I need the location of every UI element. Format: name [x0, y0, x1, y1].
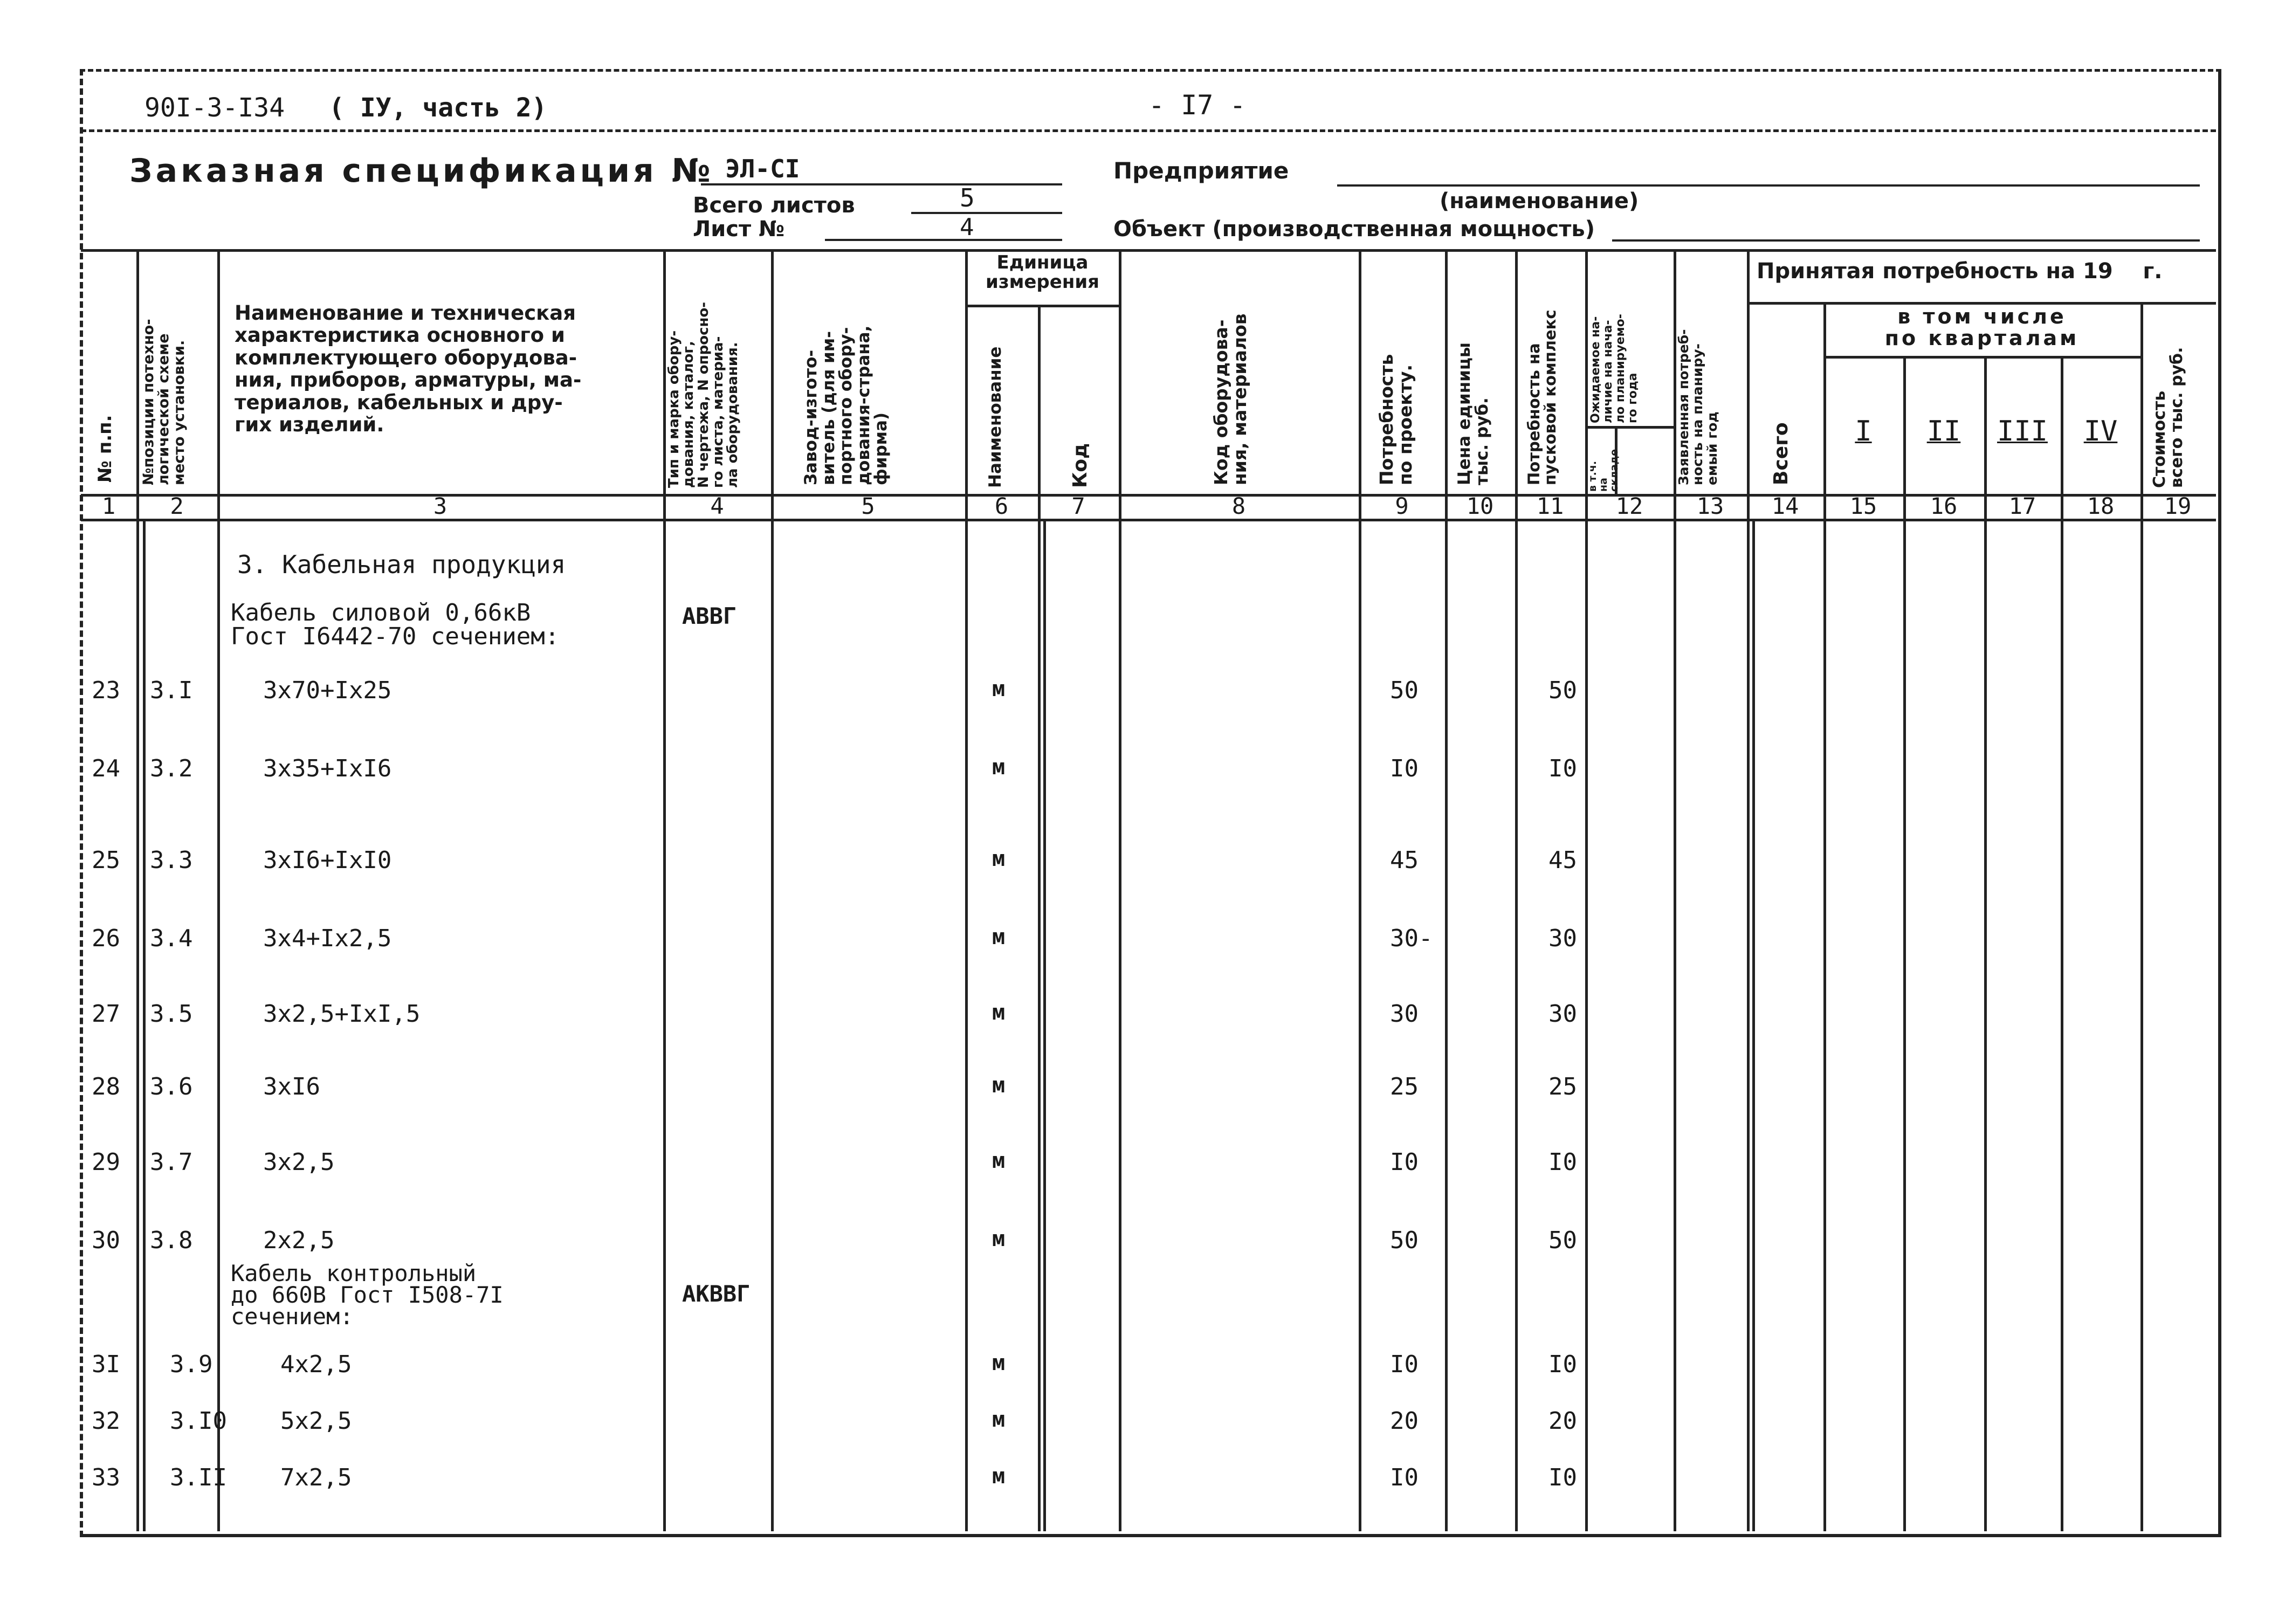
- row-position: 3.I0: [170, 1407, 227, 1435]
- column-number-4: 4: [710, 493, 724, 519]
- col-line-2: [217, 249, 220, 1531]
- col-header-15: I: [1855, 415, 1872, 448]
- col-header-5: Завод-изгото- витель (для им- портного обору- дования-страна, фирма): [801, 325, 891, 485]
- col-header-8: Код оборудова- ния, материалов: [1210, 313, 1250, 485]
- row-name: 3х70+Iх25: [263, 677, 392, 704]
- row-unit: м: [992, 847, 1006, 871]
- col-header-11: Потребность на пусковой комплекс: [1525, 309, 1560, 485]
- column-number-10: 10: [1466, 493, 1494, 519]
- row-name: 5х2,5: [280, 1407, 352, 1435]
- col-header-14: Всего: [1770, 422, 1792, 485]
- col-header-17: III: [1997, 415, 2048, 448]
- row-name: 2х2,5: [263, 1227, 335, 1254]
- row-need: I0: [1390, 1464, 1419, 1491]
- object-line: [1612, 239, 2200, 242]
- column-number-16: 16: [1930, 493, 1958, 519]
- spec-number-line: [701, 183, 1062, 185]
- row-unit: м: [992, 1000, 1006, 1025]
- quarters-group-line: [1823, 356, 2140, 359]
- row-need: I0: [1390, 1351, 1419, 1378]
- row-position: 3.2: [150, 755, 193, 782]
- row-number: 26: [92, 925, 120, 952]
- row-name: 3х2,5+IхI,5: [263, 1000, 421, 1028]
- column-number-7: 7: [1071, 493, 1085, 519]
- col-line-15: [1903, 356, 1906, 1531]
- object-label: Объект (производственная мощность): [1113, 217, 1595, 242]
- row-need: 30: [1390, 1000, 1419, 1028]
- col-header-3: Наименование и техническая характеристика основного и комплектующего оборудова- ния, приборов, арматуры, ма- териалов, кабельных и дру- гих изделий.: [235, 301, 582, 437]
- table-top-line: [81, 249, 2216, 252]
- row-number: 27: [92, 1000, 120, 1028]
- col-header-1: № п.п.: [94, 415, 116, 483]
- col-line-14: [1823, 302, 1826, 1531]
- enterprise-label: Предприятие: [1113, 157, 1289, 184]
- row-unit: м: [992, 677, 1006, 701]
- column-number-11: 11: [1536, 493, 1564, 519]
- c12-sub-line: [1585, 426, 1674, 429]
- section-title: 3. Кабельная продукция: [237, 550, 566, 579]
- row-unit: м: [992, 1351, 1006, 1375]
- power-cable-type: АВВГ: [682, 603, 737, 629]
- row-unit: м: [992, 925, 1006, 949]
- row-unit: м: [992, 1464, 1006, 1489]
- row-name: 3х35+IхI6: [263, 755, 392, 782]
- column-number-9: 9: [1395, 493, 1409, 519]
- row-name: 4х2,5: [280, 1351, 352, 1378]
- col-header-10: Цена единицы тыс. руб.: [1455, 342, 1492, 485]
- row-unit: м: [992, 1073, 1006, 1098]
- total-sheets-label: Всего листов: [693, 193, 855, 218]
- doc-part: ( IУ, часть 2): [329, 93, 547, 123]
- spec-number: ЭЛ-СI: [725, 154, 800, 183]
- row-launch: 30: [1548, 925, 1577, 952]
- col-header-7: Код: [1069, 443, 1091, 488]
- sheet-label: Лист №: [693, 217, 785, 242]
- column-number-19: 19: [2164, 493, 2192, 519]
- accepted-group-header: Принятая потребность на 19 г.: [1757, 259, 2163, 284]
- sheet-line: [825, 239, 1062, 241]
- control-cable-description: Кабель контрольный до 660В Гост I508-7I сечением:: [231, 1260, 504, 1330]
- control-cable-type: АКВВГ: [682, 1281, 751, 1307]
- quarters-group-header: в том числе по кварталам: [1884, 305, 2080, 350]
- row-name: 3х2,5: [263, 1148, 335, 1176]
- col-line-1: [136, 249, 139, 1531]
- col-header-4: Тип и марка обору- дования, каталог, N чертежа, N опросно- го листа, материа- ла оборудования.: [666, 301, 741, 488]
- col-header-12-sub: в т.ч. на складе: [1587, 449, 1620, 492]
- col-header-2: №позиции потехно- логической схеме место установки.: [140, 319, 188, 485]
- row-unit: м: [992, 1148, 1006, 1173]
- row-position: 3.7: [150, 1148, 193, 1176]
- col-line-6: [1038, 305, 1041, 1531]
- row-need: 25: [1390, 1073, 1419, 1100]
- col-line-1b: [143, 519, 146, 1531]
- col-header-16: II: [1926, 415, 1961, 448]
- row-launch: 50: [1548, 677, 1577, 704]
- sheet-number: 4: [960, 214, 974, 241]
- row-position: 3.3: [150, 847, 193, 874]
- col-header-18: IV: [2083, 415, 2118, 448]
- spec-title: Заказная спецификация №: [129, 152, 714, 190]
- header-divider: [81, 129, 2216, 132]
- row-launch: 30: [1548, 1000, 1577, 1028]
- column-number-12: 12: [1615, 493, 1643, 519]
- row-position: 3.5: [150, 1000, 193, 1028]
- row-need: 30-: [1390, 925, 1433, 952]
- row-number: 32: [92, 1407, 120, 1435]
- row-need: I0: [1390, 1148, 1419, 1176]
- row-need: I0: [1390, 755, 1419, 782]
- row-launch: 50: [1548, 1227, 1577, 1254]
- col-header-13: Заявленная потреб- ность на планиру- емый год: [1676, 329, 1720, 485]
- row-need: 50: [1390, 677, 1419, 704]
- row-name: 7х2,5: [280, 1464, 352, 1491]
- row-number: 29: [92, 1148, 120, 1176]
- total-sheets-line: [911, 212, 1062, 214]
- row-launch: 20: [1548, 1407, 1577, 1435]
- column-number-14: 14: [1771, 493, 1799, 519]
- row-name: 3х4+Iх2,5: [263, 925, 392, 952]
- row-launch: I0: [1548, 1464, 1577, 1491]
- col-line-9: [1445, 249, 1448, 1531]
- col-line-7: [1119, 249, 1121, 1531]
- row-number: 23: [92, 677, 120, 704]
- col-line-13b: [1752, 519, 1755, 1531]
- row-need: 20: [1390, 1407, 1419, 1435]
- column-number-15: 15: [1849, 493, 1877, 519]
- col-line-6b: [1043, 519, 1046, 1531]
- row-need: 45: [1390, 847, 1419, 874]
- column-number-6: 6: [994, 493, 1009, 519]
- column-number-5: 5: [861, 493, 875, 519]
- row-position: 3.4: [150, 925, 193, 952]
- col-line-16: [1984, 356, 1987, 1531]
- enterprise-caption: (наименование): [1440, 189, 1639, 214]
- column-number-3: 3: [433, 493, 448, 519]
- row-name: 3хI6+IхI0: [263, 847, 392, 874]
- col-header-12: Ожидаемое на- личие на нача- ло планируемо- го года: [1589, 314, 1640, 423]
- row-number: 28: [92, 1073, 120, 1100]
- row-need: 50: [1390, 1227, 1419, 1254]
- row-position: 3.9: [170, 1351, 213, 1378]
- column-number-2: 2: [170, 493, 184, 519]
- column-number-8: 8: [1231, 493, 1246, 519]
- column-number-18: 18: [2087, 493, 2115, 519]
- row-launch: 25: [1548, 1073, 1577, 1100]
- col-line-5: [965, 249, 968, 1531]
- col-line-11: [1585, 249, 1588, 1531]
- row-launch: I0: [1548, 1148, 1577, 1176]
- row-launch: I0: [1548, 755, 1577, 782]
- enterprise-line: [1337, 184, 2200, 187]
- col-line-17: [2061, 356, 2063, 1531]
- row-position: 3.II: [170, 1464, 227, 1491]
- col-line-10: [1515, 249, 1518, 1531]
- column-number-13: 13: [1696, 493, 1724, 519]
- row-number: 3I: [92, 1351, 120, 1378]
- unit-group-header: Единица измерения: [986, 252, 1099, 293]
- power-cable-description: Кабель силовой 0,66кВ Гост I6442-70 сечением:: [231, 599, 560, 650]
- total-sheets: 5: [960, 183, 975, 212]
- row-launch: I0: [1548, 1351, 1577, 1378]
- col-header-6: Наименование: [986, 346, 1005, 488]
- unit-group-line: [965, 305, 1119, 307]
- row-number: 33: [92, 1464, 120, 1491]
- col-header-19: Стоимость всего тыс. руб.: [2150, 347, 2186, 488]
- col-line-4: [771, 249, 774, 1531]
- row-unit: м: [992, 1227, 1006, 1251]
- column-number-17: 17: [2008, 493, 2036, 519]
- row-position: 3.I: [150, 677, 193, 704]
- row-unit: м: [992, 755, 1006, 780]
- page-number: - I7 -: [1148, 90, 1246, 121]
- col-line-13: [1747, 249, 1750, 1531]
- column-number-1: 1: [101, 493, 116, 519]
- col-line-18: [2140, 302, 2143, 1531]
- row-number: 25: [92, 847, 120, 874]
- row-launch: 45: [1548, 847, 1577, 874]
- row-position: 3.6: [150, 1073, 193, 1100]
- col-line-8: [1359, 249, 1361, 1531]
- doc-code: 90I-3-I34: [144, 93, 285, 123]
- row-name: 3хI6: [263, 1073, 320, 1100]
- row-unit: м: [992, 1407, 1006, 1432]
- row-number: 24: [92, 755, 120, 782]
- col-header-9: Потребность по проекту.: [1376, 354, 1416, 485]
- row-position: 3.8: [150, 1227, 193, 1254]
- row-number: 30: [92, 1227, 120, 1254]
